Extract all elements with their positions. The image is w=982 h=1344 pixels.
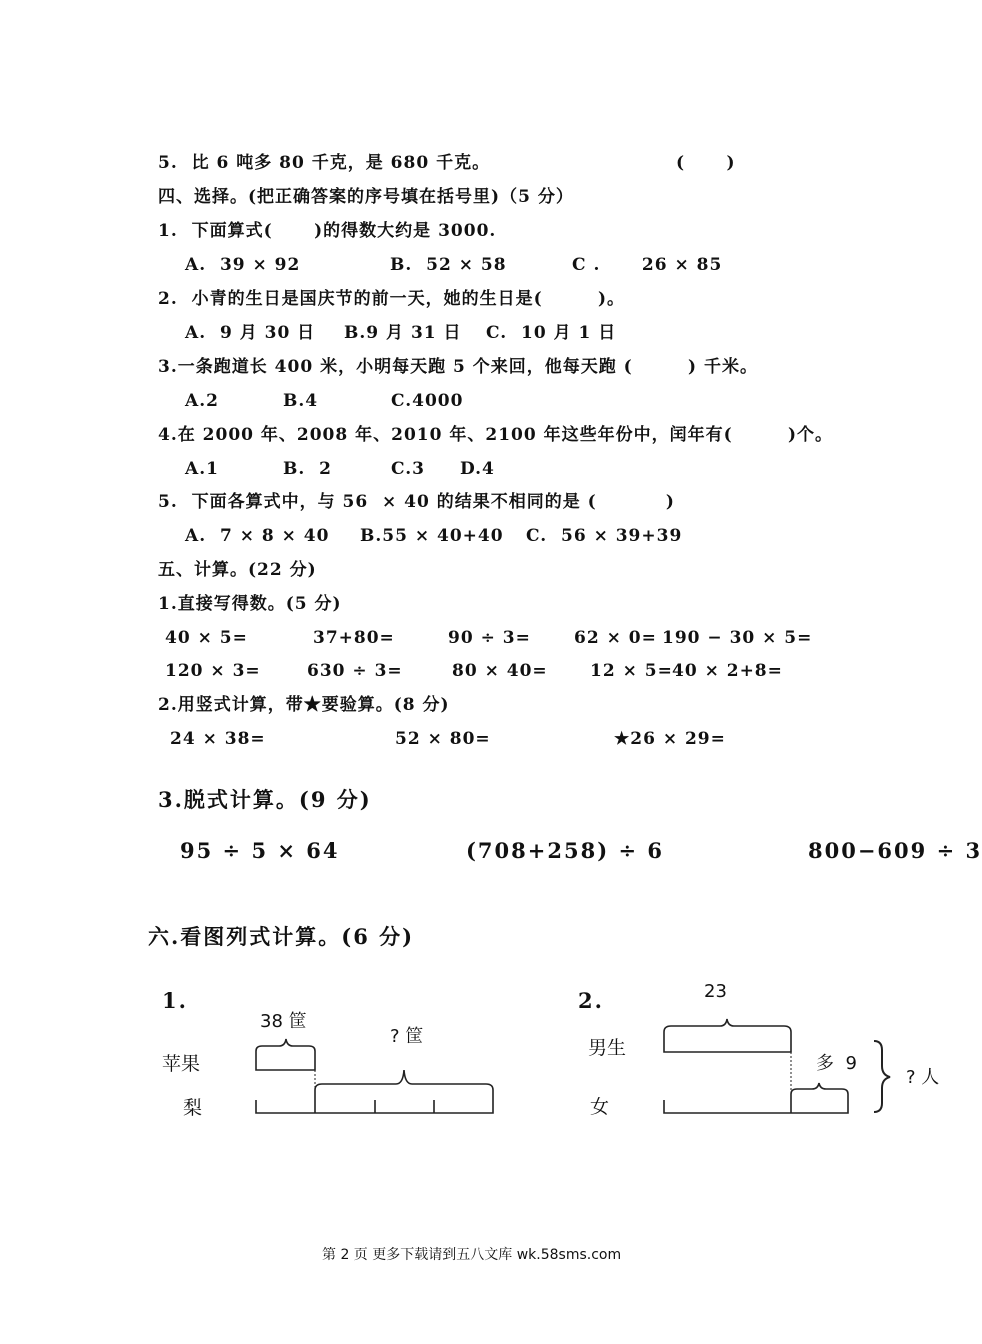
diagram-2-total-label: ? 人 (906, 1067, 940, 1088)
choice-q1-option-a: A. 39 × 92 (185, 255, 301, 275)
diagram-1-number: 1. (162, 988, 188, 1013)
choice-q1-option-b: B. 52 × 58 (390, 255, 507, 275)
oral-calc-item: 40 × 2+8= (672, 661, 783, 681)
choice-q5-option-c: C. 56 × 39+39 (526, 526, 683, 546)
section-6-title: 六.看图列式计算。(6 分) (148, 924, 415, 949)
extra-brace (791, 1083, 848, 1100)
choice-q2-stem: 2. 小青的生日是国庆节的前一天，她的生日是( )。 (158, 289, 626, 309)
choice-q5-option-b: B.55 × 40+40 (360, 526, 504, 546)
step-calc-title: 3.脱式计算。(9 分) (158, 787, 372, 812)
choice-q2-option-b: B.9 月 31 日 (344, 323, 462, 343)
diagram-1-row-pear: 梨 (183, 1097, 203, 1119)
step-calc-item: 800−609 ÷ 3 (808, 838, 982, 863)
diagram-2-number: 2. (578, 988, 604, 1013)
oral-calc-item: 120 × 3= (165, 661, 261, 681)
oral-calc-item: 12 × 5= (590, 661, 673, 681)
diagram-1-question-label: ? 筐 (390, 1026, 424, 1047)
pear-segment-tick (315, 1100, 434, 1113)
boys-bar (664, 1039, 791, 1052)
choice-q2-option-c: C. 10 月 1 日 (486, 323, 617, 343)
vertical-calc-title: 2.用竖式计算，带★要验算。(8 分) (158, 695, 450, 715)
apple-brace (256, 1039, 315, 1058)
choice-q3-option-c: C.4000 (391, 391, 464, 411)
total-brace (874, 1041, 890, 1112)
step-calc-item: 95 ÷ 5 × 64 (180, 838, 340, 863)
choice-q4-stem: 4.在 2000 年、2008 年、2010 年、2100 年这些年份中，闰年有( )个。 (158, 425, 834, 445)
diagram-1-row-apple: 苹果 (162, 1053, 201, 1075)
oral-calc-item: 62 × 0= (574, 628, 657, 648)
diagram-1-top-label: 38 筐 (260, 1011, 307, 1032)
choice-q5-stem: 5. 下面各算式中，与 56 × 40 的结果不相同的是 ( ) (158, 492, 675, 512)
section-5-title: 五、计算。(22 分) (158, 560, 317, 580)
vertical-calc-item: ★26 × 29= (614, 729, 726, 749)
judge-question-5: 5. 比 6 吨多 80 千克，是 680 千克。 (158, 153, 491, 173)
choice-q1-option-c: C . 26 × 85 (572, 255, 723, 275)
oral-calc-title: 1.直接写得数。(5 分) (158, 594, 342, 614)
girls-bar (664, 1100, 848, 1113)
choice-q4-option-c: C.3 (391, 459, 425, 479)
choice-q1-stem: 1. 下面算式( )的得数大约是 3000. (158, 221, 497, 241)
diagram-2-graphic (664, 1019, 890, 1113)
choice-q4-option-d: D.4 (460, 459, 495, 479)
page-footer: 第 2 页 更多下载请到五八文库 wk.58sms.com (322, 1247, 622, 1263)
answer-blank[interactable]: ( ) (676, 153, 736, 173)
choice-q3-stem: 3.一条跑道长 400 米，小明每天跑 5 个来回，他每天跑 ( ) 千米。 (158, 357, 759, 377)
diagram-2-row-boys: 男生 (588, 1037, 627, 1059)
oral-calc-item: 630 ÷ 3= (307, 661, 403, 681)
choice-q2-option-a: A. 9 月 30 日 (185, 323, 316, 343)
diagram-2-row-girls: 女 (590, 1096, 610, 1118)
oral-calc-item: 80 × 40= (452, 661, 548, 681)
oral-calc-item: 40 × 5= (165, 628, 248, 648)
step-calc-item: (708+258) ÷ 6 (466, 838, 664, 863)
diagram-2-more-label: 多 9 (816, 1053, 857, 1074)
oral-calc-item: 90 ÷ 3= (448, 628, 531, 648)
vertical-calc-item: 52 × 80= (395, 729, 491, 749)
choice-q3-option-a: A.2 (185, 391, 219, 411)
oral-calc-item: 190 − 30 × 5= (662, 628, 813, 648)
oral-calc-item: 37+80= (313, 628, 395, 648)
apple-bar (256, 1058, 315, 1070)
choice-q4-option-b: B. 2 (283, 459, 332, 479)
diagram-2-top-label: 23 (704, 981, 727, 1002)
choice-q5-option-a: A. 7 × 8 × 40 (185, 526, 330, 546)
choice-q3-option-b: B.4 (283, 391, 319, 411)
choice-q4-option-a: A.1 (185, 459, 219, 479)
vertical-calc-item: 24 × 38= (170, 729, 266, 749)
diagram-1-graphic (256, 1039, 493, 1113)
pear-brace (315, 1070, 493, 1100)
boys-brace (664, 1019, 791, 1039)
section-4-title: 四、选择。(把正确答案的序号填在括号里)（5 分） (158, 187, 574, 207)
